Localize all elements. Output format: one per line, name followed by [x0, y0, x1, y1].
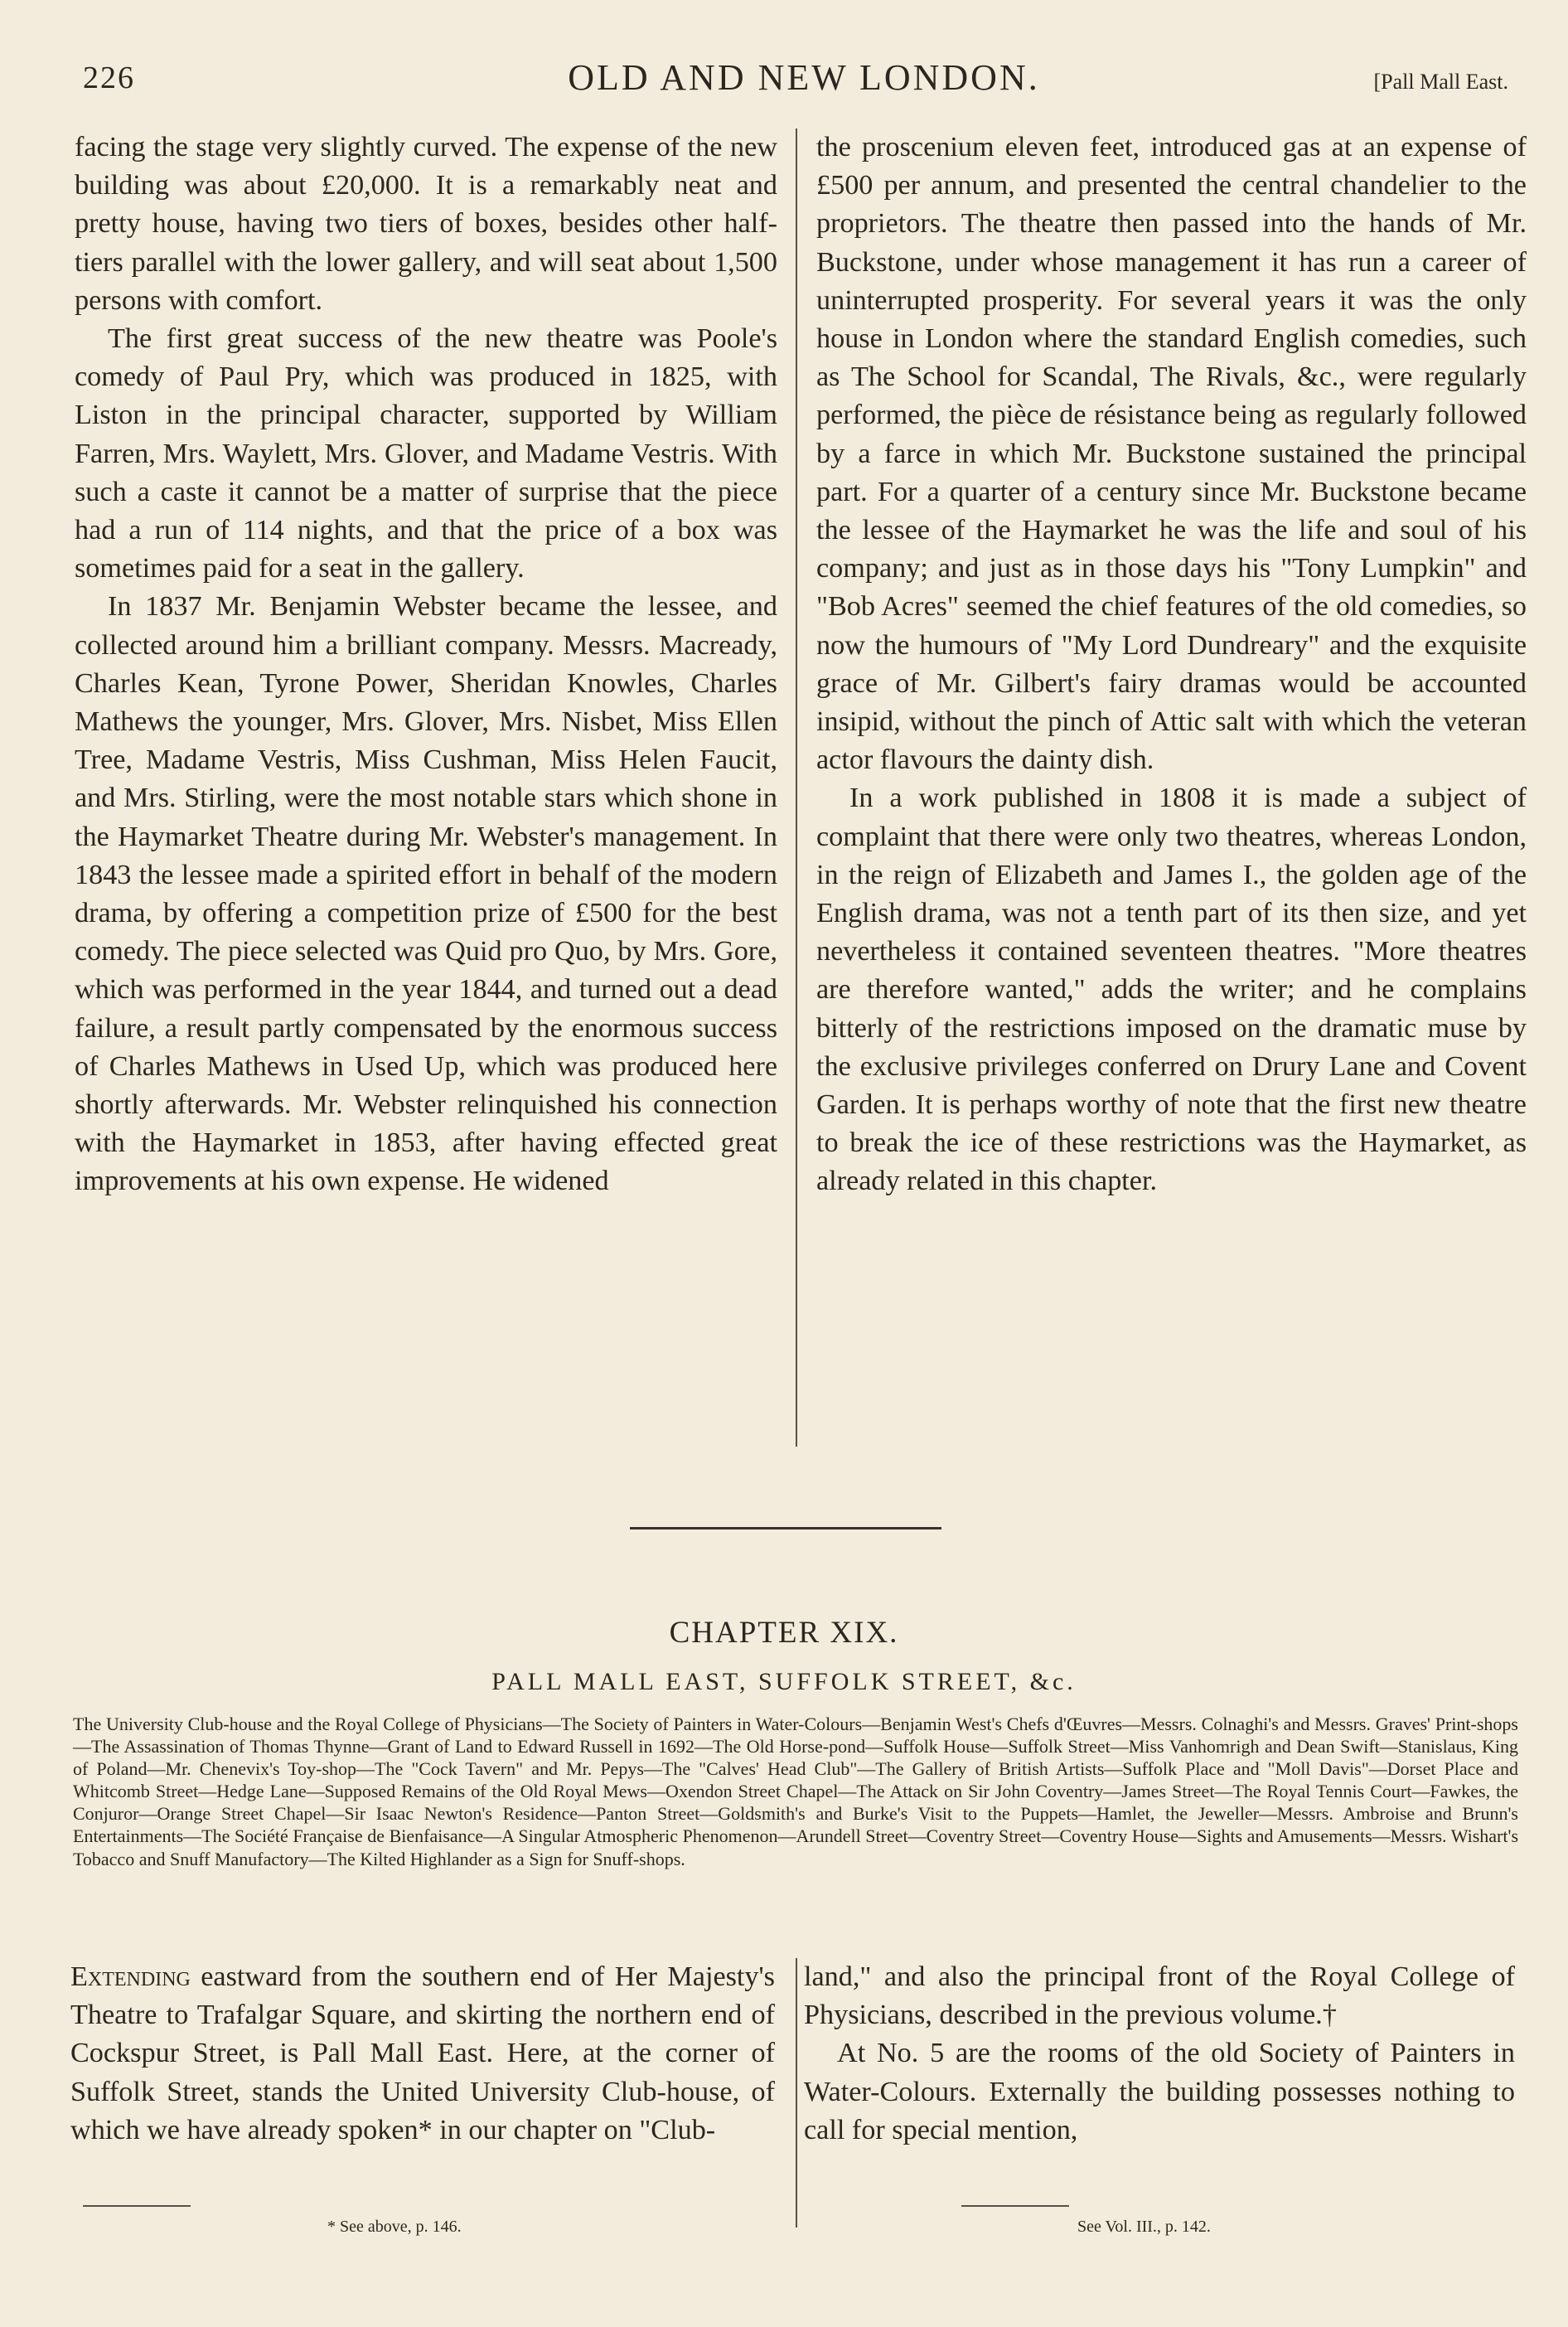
chapter-number: CHAPTER XIX. [669, 1616, 899, 1650]
footnote: See Vol. III., p. 142. [1077, 2218, 1211, 2236]
paragraph: The first great success of the new theatre was Poole's comedy of Paul Pry, which was produced in 1825, with Liston in the principal character, supported by William Farren, Mrs. Waylett, Mrs. Glover, and Madame Vestris. With such a caste it cannot be a matter of surprise that the piece had a run of 114 nights, and that the price of a box was sometimes paid for a seat in the gallery. [75, 323, 777, 584]
bottom-right-column [804, 1958, 1515, 2150]
column-divider [796, 1958, 797, 2228]
footnote: * See above, p. 146. [327, 2218, 462, 2236]
page-number: 226 [83, 61, 135, 95]
footnote-rule [961, 2205, 1069, 2207]
section-divider [630, 1527, 941, 1530]
top-right-column [816, 128, 1527, 1201]
running-title: OLD AND NEW LONDON. [568, 57, 1040, 98]
bottom-left-column [70, 1958, 775, 2150]
paragraph-text: eastward from the southern end of Her Majesty's Theatre to Trafalgar Square, and skirting the northern end of Cockspur Street, is Pall Mall East. Here, at the corner of Suffolk Street, stands the United University Club-house, of which we have already spoken* in our chapter on "Club- [70, 1961, 775, 2145]
column-divider [796, 128, 797, 1447]
paragraph: In a work published in 1808 it is made a subject of complaint that there were only two theatres, whereas London, in the reign of Elizabeth and James I., the golden age of the English drama, was not a tenth part of its then size, and yet nevertheless it contained seventeen theatres. "More theatres are therefore wanted," adds the writer; and he complains bitterly of the restrictions imposed on the dramatic muse by the exclusive privileges conferred on Drury Lane and Covent Garden. It is perhaps worthy of note that the first new theatre to break the ice of these restrictions was the Haymarket, as already related in this chapter. [816, 783, 1527, 1197]
footnote-rule [83, 2205, 191, 2207]
paragraph: At No. 5 are the rooms of the old Society of Painters in Water-Colours. Externally the building possesses nothing to call for special mention, [804, 2038, 1515, 2145]
paragraph: the proscenium eleven feet, introduced gas at an expense of £500 per annum, and presented the central chandelier to the proprietors. The theatre then passed into the hands of Mr. Buckstone, under whose management it has run a career of uninterrupted prosperity. For several years it was the only house in London where the standard English comedies, such as The School for Scandal, The Rivals, &c., were regularly performed, the pièce de résistance being as regularly followed by a farce in which Mr. Buckstone sustained the principal part. For a quarter of a century since Mr. Buckstone became the lessee of the Haymarket he was the life and soul of his company; and just as in those days his "Tony Lumpkin" and "Bob Acres" seemed the chief features of the old comedies, so now the humours of "My Lord Dundreary" and the exquisite grace of Mr. Gilbert's fairy dramas would be accounted insipid, without the pinch of Attic salt with which the veteran actor flavours the dainty dish. [816, 132, 1527, 776]
section-marker: [Pall Mall East. [1373, 70, 1508, 94]
chapter-synopsis: The University Club-house and the Royal College of Physicians—The Society of Painters in Water-Colours—Benjamin West's Chefs d'Œuvres—Messrs. Colnaghi's and Messrs. Graves' Print-shops—The Assassination of Thomas Thynne—Grant of Land to Edward Russell in 1692—The Old Horse-pond—Suffolk House—Suffolk Street—Miss Vanhomrigh and Dean Swift—Stanislaus, King of Poland—Mr. Chenevix's Toy-shop—The "Cock Tavern" and Mr. Pepys—The "Calves' Head Club"—The Gallery of British Artists—Suffolk Place and "Moll Davis"—Dorset Place and Whitcomb Street—Hedge Lane—Supposed Remains of the Old Royal Mews—Oxendon Street Chapel—The Attack on Sir John Coventry—James Street—The Royal Tennis Court—Fawkes, the Conjuror—Orange Street Chapel—Sir Isaac Newton's Residence—Panton Street—Goldsmith's and Burke's Visit to the Puppets—Hamlet, the Jeweller—Messrs. Ambroise and Brunn's Entertainments—The Société Française de Bienfaisance—A Singular Atmospheric Phenomenon—Arundell Street—Coventry Street—Coventry House—Sights and Amusements—Messrs. Wishart's Tobacco and Snuff Manufactory—The Kilted Highlander as a Sign for Snuff-shops. [73, 1714, 1518, 1869]
drop-lead: Extending [70, 1961, 191, 1992]
paragraph: facing the stage very slightly curved. The expense of the new building was about £20,000. It is a remarkably neat and pretty house, having two tiers of boxes, besides other half-tiers parallel with the lower gallery, and will seat about 1,500 persons with comfort. [75, 132, 777, 316]
paragraph: land," and also the principal front of the Royal College of Physicians, described in the previous volume.† [804, 1961, 1515, 2031]
chapter-title: PALL MALL EAST, SUFFOLK STREET, &c. [491, 1668, 1077, 1695]
running-header [83, 50, 1525, 108]
paragraph [70, 1958, 775, 2150]
top-left-column [75, 128, 777, 1201]
paragraph: In 1837 Mr. Benjamin Webster became the lessee, and collected around him a brilliant company. Messrs. Macready, Charles Kean, Tyrone Power, Sheridan Knowles, Charles Mathews the younger, Mrs. Glover, Mrs. Nisbet, Miss Ellen Tree, Madame Vestris, Miss Cushman, Miss Helen Faucit, and Mrs. Stirling, were the most notable stars which shone in the Haymarket Theatre during Mr. Webster's management. In 1843 the lessee made a spirited effort in behalf of the modern drama, by offering a competition prize of £500 for the best comedy. The piece selected was Quid pro Quo, by Mrs. Gore, which was performed in the year 1844, and turned out a dead failure, a result partly compensated by the enormous success of Charles Mathews in Used Up, which was produced here shortly afterwards. Mr. Webster relinquished his connection with the Haymarket in 1853, after having effected great improvements at his own expense. He widened [75, 591, 777, 1197]
